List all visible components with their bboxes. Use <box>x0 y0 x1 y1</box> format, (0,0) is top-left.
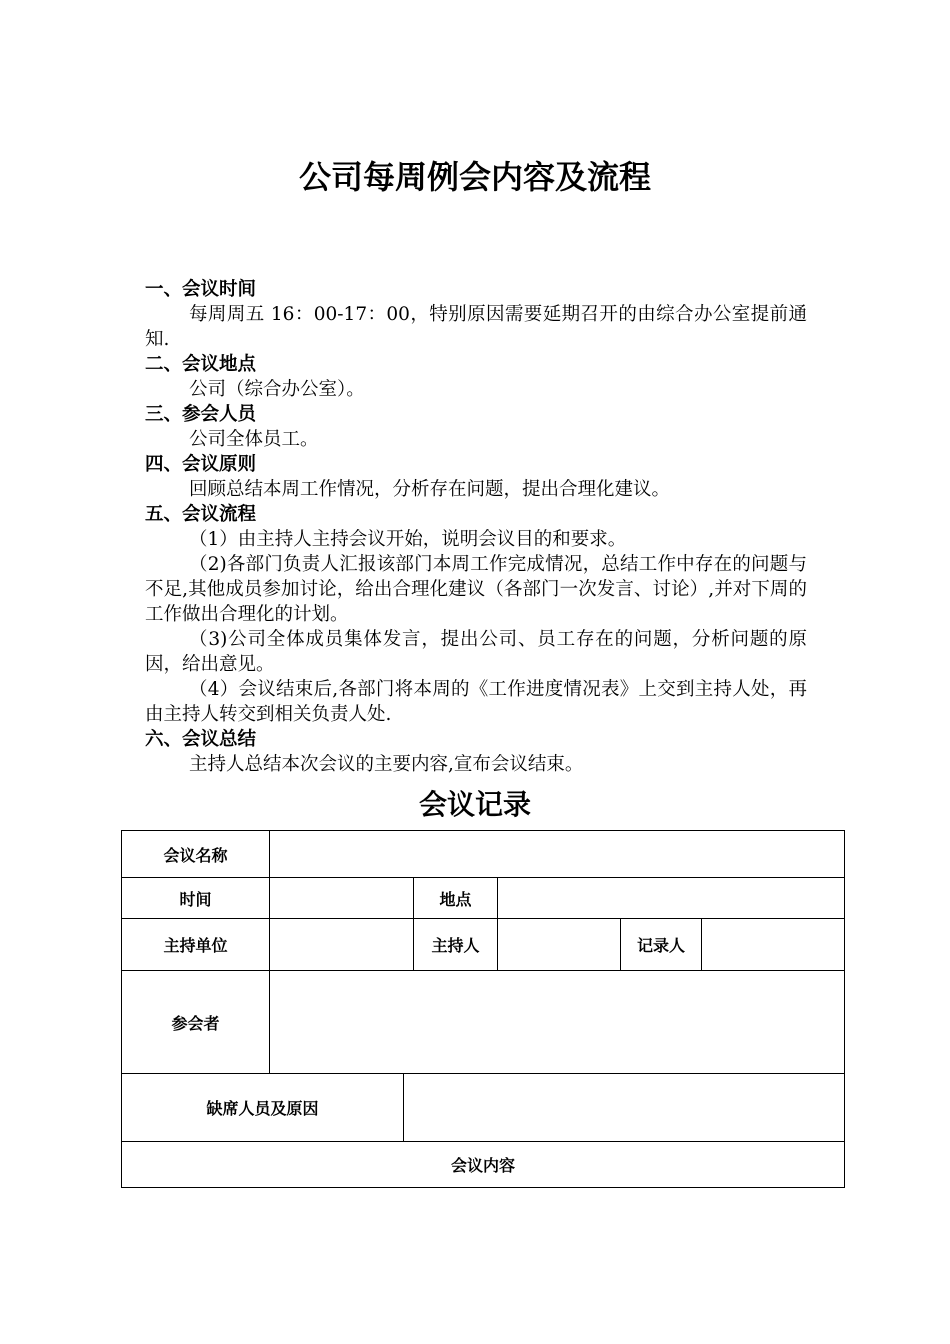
time-field[interactable] <box>269 878 413 918</box>
attendees-label: 参会者 <box>171 1013 220 1033</box>
section-paragraph: 公司全体员工。 <box>189 429 319 450</box>
meeting-record-table <box>121 830 845 1188</box>
meeting-name-field[interactable] <box>269 831 844 877</box>
location-field[interactable] <box>497 878 844 918</box>
absentees-label: 缺席人员及原因 <box>206 1099 319 1118</box>
recorder-field[interactable] <box>701 919 844 970</box>
section-paragraph: 公司（综合办公室）。 <box>189 379 365 400</box>
section-paragraph: 主持人总结本次会议的主要内容,宣布会议结束。 <box>189 754 584 775</box>
section-heading: 二、会议地点 <box>145 354 257 375</box>
section-heading: 五、会议流程 <box>145 504 257 525</box>
table-row <box>122 1073 844 1141</box>
meeting-name-label: 会议名称 <box>163 845 228 865</box>
section-paragraph: 每周周五 16：00-17：00，特别原因需要延期召开的由综合办公室提前通知. <box>145 304 807 350</box>
record-title: 会议记录 <box>418 788 531 821</box>
section-heading: 四、会议原则 <box>145 454 257 475</box>
host-field[interactable] <box>497 919 620 970</box>
table-row <box>122 918 844 970</box>
host-label: 主持人 <box>413 919 497 970</box>
host-unit-label: 主持单位 <box>163 936 228 955</box>
page-title: 公司每周例会内容及流程 <box>298 158 651 196</box>
section-paragraph: 回顾总结本周工作情况，分析存在问题，提出合理化建议。 <box>189 479 671 500</box>
table-row <box>122 1141 844 1187</box>
section-heading: 六、会议总结 <box>145 729 257 750</box>
recorder-label: 记录人 <box>620 919 701 970</box>
table-row <box>122 970 844 1073</box>
meeting-content-label: 会议内容 <box>450 1156 515 1175</box>
attendees-field[interactable] <box>269 971 844 1073</box>
table-row <box>122 877 844 918</box>
time-label: 时间 <box>179 889 212 909</box>
section-heading: 一、会议时间 <box>145 279 257 300</box>
section-paragraph: （1）由主持人主持会议开始，说明会议目的和要求。 <box>189 529 627 550</box>
section-paragraph: （2)各部门负责人汇报该部门本周工作完成情况，总结工作中存在的问题与不足,其他成员参加讨论，给出合理化建议（各部门一次发言、讨论）,并对下周的工作做出合理化的计划。 <box>145 554 807 625</box>
document-body <box>145 277 807 777</box>
absentees-field[interactable] <box>403 1074 844 1141</box>
table-row <box>122 831 844 877</box>
host-unit-field[interactable] <box>269 919 413 970</box>
location-label: 地点 <box>413 878 497 918</box>
section-paragraph: （3)公司全体成员集体发言，提出公司、员工存在的问题，分析问题的原因，给出意见。 <box>145 629 807 675</box>
section-heading: 三、参会人员 <box>145 404 257 425</box>
section-paragraph: （4）会议结束后,各部门将本周的《工作进度情况表》上交到主持人处，再由主持人转交到相关负责人处. <box>145 679 807 725</box>
